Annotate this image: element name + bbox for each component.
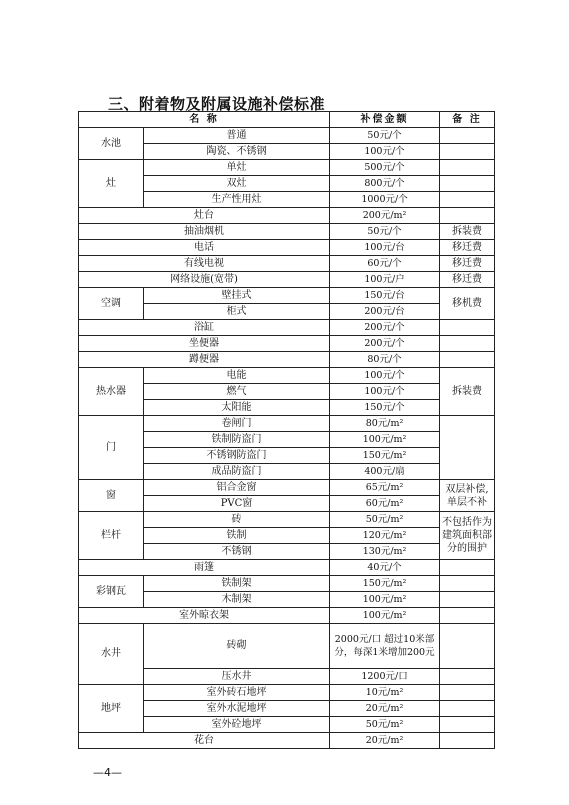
header-note: 备 注 [440, 112, 495, 128]
item-cell: 铁制防盗门 [144, 432, 330, 448]
amount-cell: 20元/m² [330, 733, 440, 749]
item-cell: 砖 [144, 512, 330, 528]
note-cell [440, 176, 495, 192]
item-cell: 灶台 [79, 208, 330, 224]
note-cell [440, 192, 495, 208]
note-cell [440, 701, 495, 717]
note-cell [440, 560, 495, 576]
item-cell: 太阳能 [144, 400, 330, 416]
note-cell: 移机费 [440, 288, 495, 320]
item-cell: 有线电视 [79, 256, 330, 272]
amount-cell: 100元/台 [330, 240, 440, 256]
item-cell: 铁制架 [144, 576, 330, 592]
amount-cell: 130元/m² [330, 544, 440, 560]
table-row [79, 320, 495, 336]
note-cell [440, 576, 495, 592]
amount-cell: 40元/个 [330, 560, 440, 576]
category-cell: 水井 [79, 624, 144, 685]
item-cell: 电话 [79, 240, 330, 256]
item-cell: 室外砼地坪 [144, 717, 330, 733]
note-cell: 移迁费 [440, 272, 495, 288]
amount-cell: 200元/个 [330, 336, 440, 352]
item-cell: 浴缸 [79, 320, 330, 336]
note-cell [440, 608, 495, 624]
item-cell: 不锈钢 [144, 544, 330, 560]
item-cell: 壁挂式 [144, 288, 330, 304]
amount-cell: 100元/个 [330, 368, 440, 384]
item-cell: 铝合金窗 [144, 480, 330, 496]
item-cell: 陶瓷、不锈钢 [144, 144, 330, 160]
category-cell: 彩钢瓦 [79, 576, 144, 608]
table-row [79, 240, 495, 256]
amount-cell: 100元/m² [330, 608, 440, 624]
item-cell: 不锈钢防盗门 [144, 448, 330, 464]
table-row [79, 416, 495, 432]
category-cell: 地坪 [79, 685, 144, 733]
category-cell: 水池 [79, 128, 144, 160]
amount-cell: 150元/个 [330, 400, 440, 416]
compensation-table [78, 111, 495, 749]
note-cell [440, 160, 495, 176]
note-cell [440, 352, 495, 368]
amount-cell: 400元/扇 [330, 464, 440, 480]
amount-cell: 20元/m² [330, 701, 440, 717]
amount-cell: 65元/m² [330, 480, 440, 496]
item-cell: 单灶 [144, 160, 330, 176]
item-cell: 坐便器 [79, 336, 330, 352]
category-cell: 空调 [79, 288, 144, 320]
item-cell: 电能 [144, 368, 330, 384]
item-cell: 压水井 [144, 669, 330, 685]
amount-cell: 50元/个 [330, 128, 440, 144]
item-cell: 成品防盗门 [144, 464, 330, 480]
item-cell: 抽油烟机 [79, 224, 330, 240]
table-row [79, 512, 495, 528]
amount-cell: 80元/m² [330, 416, 440, 432]
amount-cell: 50元/个 [330, 224, 440, 240]
item-cell: 室外水泥地坪 [144, 701, 330, 717]
item-cell: 砖砌 [144, 624, 330, 669]
table-row [79, 480, 495, 496]
item-cell: 普通 [144, 128, 330, 144]
amount-cell: 100元/个 [330, 384, 440, 400]
table-row [79, 560, 495, 576]
table-row [79, 685, 495, 701]
amount-cell: 1000元/个 [330, 192, 440, 208]
item-cell: 铁制 [144, 528, 330, 544]
amount-cell: 2000元/口 超过10米部分，每深1米增加200元 [330, 624, 440, 669]
amount-cell: 1200元/口 [330, 669, 440, 685]
amount-cell: 50元/m² [330, 717, 440, 733]
note-cell: 拆装费 [440, 368, 495, 416]
amount-cell: 150元/m² [330, 576, 440, 592]
table-row [79, 256, 495, 272]
amount-cell: 200元/个 [330, 320, 440, 336]
note-cell [440, 320, 495, 336]
table-row [79, 288, 495, 304]
amount-cell: 10元/m² [330, 685, 440, 701]
note-cell [440, 144, 495, 160]
item-cell: 生产性用灶 [144, 192, 330, 208]
page-number: —4— [93, 766, 122, 779]
item-cell: 雨篷 [79, 560, 330, 576]
amount-cell: 800元/个 [330, 176, 440, 192]
category-cell: 热水器 [79, 368, 144, 416]
amount-cell: 200元/m² [330, 208, 440, 224]
note-cell [440, 624, 495, 669]
section-title: 三、附着物及附属设施补偿标准 [108, 95, 326, 113]
table-row [79, 128, 495, 144]
amount-cell: 100元/个 [330, 144, 440, 160]
amount-cell: 150元/m² [330, 448, 440, 464]
item-cell: 木制架 [144, 592, 330, 608]
amount-cell: 100元/户 [330, 272, 440, 288]
amount-cell: 80元/个 [330, 352, 440, 368]
note-cell [440, 336, 495, 352]
category-cell: 门 [79, 416, 144, 480]
note-cell [440, 128, 495, 144]
table-row [79, 624, 495, 669]
note-cell [440, 717, 495, 733]
note-cell: 移迁费 [440, 240, 495, 256]
table-row [79, 160, 495, 176]
amount-cell: 60元/个 [330, 256, 440, 272]
item-cell: 花台 [79, 733, 330, 749]
note-cell [440, 669, 495, 685]
table-row [79, 608, 495, 624]
item-cell: 室外砖石地坪 [144, 685, 330, 701]
item-cell: 室外晾衣架 [79, 608, 330, 624]
item-cell: PVC窗 [144, 496, 330, 512]
amount-cell: 50元/m² [330, 512, 440, 528]
category-cell: 灶 [79, 160, 144, 208]
category-cell: 栏杆 [79, 512, 144, 560]
table-row [79, 733, 495, 749]
table-row [79, 352, 495, 368]
item-cell: 蹲便器 [79, 352, 330, 368]
amount-cell: 60元/m² [330, 496, 440, 512]
note-cell [440, 733, 495, 749]
note-cell: 不包括作为建筑面积部分的围护 [440, 512, 495, 560]
item-cell: 卷闸门 [144, 416, 330, 432]
amount-cell: 500元/个 [330, 160, 440, 176]
header-row [79, 112, 495, 128]
amount-cell: 100元/m² [330, 592, 440, 608]
table-row [79, 224, 495, 240]
header-amount: 补偿金额 [330, 112, 440, 128]
table-row [79, 208, 495, 224]
amount-cell: 200元/台 [330, 304, 440, 320]
note-cell [440, 208, 495, 224]
table-row [79, 368, 495, 384]
note-cell [440, 416, 495, 480]
header-name: 名 称 [79, 112, 330, 128]
note-cell [440, 685, 495, 701]
note-cell: 移迁费 [440, 256, 495, 272]
item-cell: 燃气 [144, 384, 330, 400]
table-row [79, 576, 495, 592]
note-cell: 拆装费 [440, 224, 495, 240]
amount-cell: 120元/m² [330, 528, 440, 544]
note-cell [440, 592, 495, 608]
category-cell: 窗 [79, 480, 144, 512]
amount-cell: 150元/台 [330, 288, 440, 304]
item-cell: 柜式 [144, 304, 330, 320]
amount-cell: 100元/m² [330, 432, 440, 448]
table-row [79, 336, 495, 352]
note-cell: 双层补偿,单层不补 [440, 480, 495, 512]
item-cell: 双灶 [144, 176, 330, 192]
table-row [79, 272, 495, 288]
item-cell: 网络设施(宽带) [79, 272, 330, 288]
